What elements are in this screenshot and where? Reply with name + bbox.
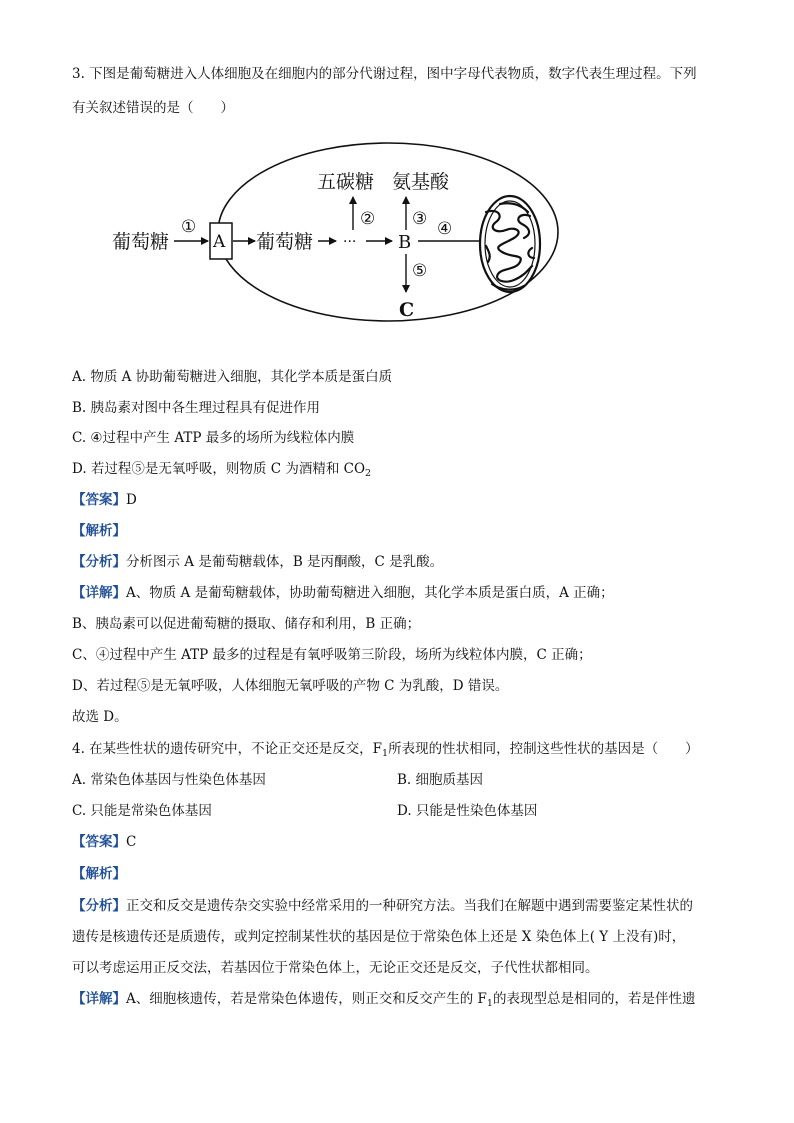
q4-option-B: B. 细胞质基因 xyxy=(397,772,484,788)
q3-option-C: C. ④过程中产生 ATP 最多的场所为线粒体内膜 xyxy=(72,430,355,446)
q3-stem-line2: 有关叙述错误的是（ ） xyxy=(72,100,234,116)
step2-label: ② xyxy=(360,209,376,229)
mitochondrion-icon xyxy=(480,196,540,292)
q4-option-D: D. 只能是性染色体基因 xyxy=(397,803,538,819)
q4-detail-1 xyxy=(72,989,695,1014)
q3-detail-1 xyxy=(72,583,614,603)
q4-option-C: C. 只能是常染色体基因 xyxy=(72,803,212,819)
q3-answer-value: D xyxy=(126,492,137,508)
q3-detail-tag: 【详解】 xyxy=(72,585,126,601)
q3-option-B: B. 胰岛素对图中各生理过程具有促进作用 xyxy=(72,400,321,416)
amino-acid-label: 氨基酸 xyxy=(392,171,450,193)
q3-analysis xyxy=(72,552,443,572)
metabolism-diagram xyxy=(100,142,580,342)
node-C-label: C xyxy=(399,299,415,321)
q4-analysis-1-text: 正交和反交是遗传杂交实验中经常采用的一种研究方法。当我们在解题中遇到需要鉴定某性状的 xyxy=(126,898,693,914)
q4-analysis-1 xyxy=(72,896,693,916)
q3-analysis-title-tag: 【分析】 xyxy=(72,554,126,570)
q3-answer xyxy=(72,490,137,510)
q3-option-D-text: D. 若过程⑤是无氧呼吸，则物质 C 为酒精和 CO xyxy=(72,461,366,477)
q3-analysis-text: 分析图示 A 是葡萄糖载体，B 是丙酮酸，C 是乳酸。 xyxy=(126,554,444,570)
pentose-label: 五碳糖 xyxy=(317,171,375,193)
q4-detail-1-subscript: 1 xyxy=(486,998,493,1009)
q3-answer-tag: 【答案】 xyxy=(72,492,126,508)
q4-detail-1-rest: 的表现型总是相同的，若是伴性遗 xyxy=(492,991,696,1007)
q4-answer-value: C xyxy=(126,834,137,850)
step4-label: ④ xyxy=(437,219,453,239)
q4-option-A: A. 常染色体基因与性染色体基因 xyxy=(72,772,266,788)
q4-answer-tag: 【答案】 xyxy=(72,834,126,850)
q4-stem xyxy=(72,739,699,764)
glucose-inside-label: 葡萄糖 xyxy=(256,231,314,253)
q3-option-A: A. 物质 A 协助葡萄糖进入细胞，其化学本质是蛋白质 xyxy=(72,369,393,385)
q3-option-D xyxy=(72,459,371,484)
q4-detail-tag: 【详解】 xyxy=(72,991,126,1007)
q4-analysis-heading xyxy=(72,864,126,884)
q3-detail-2: B、胰岛素可以促进葡萄糖的摄取、储存和利用，B 正确； xyxy=(72,616,421,632)
q3-stem-line1: 3. 下图是葡萄糖进入人体细胞及在细胞内的部分代谢过程，图中字母代表物质，数字代表生理过程。下列 xyxy=(72,66,697,82)
q4-answer xyxy=(72,832,136,852)
q4-analysis-2: 遗传是核遗传还是质遗传，或判定控制某性状的基因是位于常染色体上还是 X 染色体上( Y 上没有)时， xyxy=(72,929,686,945)
step1-label: ① xyxy=(181,217,197,237)
q4-analysis-tag: 【解析】 xyxy=(72,866,126,882)
q3-conclusion: 故选 D。 xyxy=(72,709,128,725)
q4-analysis-title-tag: 【分析】 xyxy=(72,898,126,914)
glucose-outside-label: 葡萄糖 xyxy=(112,231,170,253)
q3-detail-3: C、④过程中产生 ATP 最多的过程是有氧呼吸第三阶段，场所为线粒体内膜，C 正确； xyxy=(72,647,592,663)
q3-detail-4: D、若过程⑤是无氧呼吸，人体细胞无氧呼吸的产物 C 为乳酸，D 错误。 xyxy=(72,678,509,694)
step5-label: ⑤ xyxy=(412,261,428,281)
q4-stem-text: 4. 在某些性状的遗传研究中，不论正交还是反交，F xyxy=(72,741,383,757)
step3-label: ③ xyxy=(412,209,428,229)
carrier-A-label: A xyxy=(213,232,226,252)
q3-detail-1-text: A、物质 A 是葡萄糖载体，协助葡萄糖进入细胞，其化学本质是蛋白质，A 正确； xyxy=(126,585,614,601)
node-B-label: B xyxy=(398,232,412,253)
q4-detail-1-text: A、细胞核遗传，若是常染色体遗传，则正交和反交产生的 F xyxy=(126,991,487,1007)
q4-stem-rest: 所表现的性状相同，控制这些性状的基因是（ ） xyxy=(388,741,699,757)
q3-analysis-tag: 【解析】 xyxy=(72,523,126,539)
dots-label: ··· xyxy=(343,234,357,250)
q3-option-D-subscript: 2 xyxy=(365,468,372,479)
q3-analysis-heading xyxy=(72,521,126,541)
q4-analysis-3: 可以考虑运用正反交法，若基因位于常染色体上，无论正交还是反交，子代性状都相同。 xyxy=(72,960,599,976)
q4-stem-subscript: 1 xyxy=(382,748,389,759)
